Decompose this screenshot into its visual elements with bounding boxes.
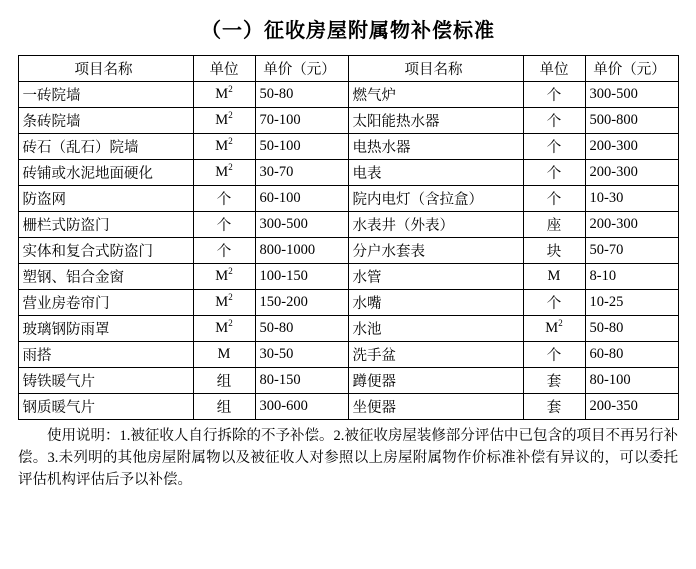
cell-item-name-left: 砖石（乱石）院墙 [18,134,193,160]
cell-unit-right: 个 [523,134,585,160]
unit-exponent: 2 [228,318,233,329]
cell-item-name-left: 雨搭 [18,342,193,368]
unit-exponent: 2 [228,110,233,121]
cell-item-name-left: 栅栏式防盗门 [18,212,193,238]
cell-price-left: 30-70 [255,160,348,186]
cell-unit-right: 个 [523,342,585,368]
cell-item-name-right: 燃气炉 [348,82,523,108]
usage-notes-text: 使用说明：1.被征收人自行拆除的不予补偿。2.被征收房屋装修部分评估中已包含的项目不再另行补偿。3.未列明的其他房屋附属物以及被征收人对参照以上房屋附属物作价标准补偿有异议的，可以委托评估机构评估后予以补偿。 [18,428,678,488]
column-header-name-right: 项目名称 [348,56,523,82]
compensation-table [18,55,679,420]
table-row [18,212,678,238]
cell-item-name-right: 院内电灯（含拉盒） [348,186,523,212]
cell-price-right: 80-100 [585,368,678,394]
cell-price-left: 30-50 [255,342,348,368]
table-row [18,160,678,186]
column-header-unit-right: 单位 [523,56,585,82]
unit-exponent: 2 [558,318,563,329]
column-header-name-left: 项目名称 [18,56,193,82]
cell-unit-left: $M^2$ [193,160,255,186]
cell-unit-left: M [193,342,255,368]
cell-price-left: 70-100 [255,108,348,134]
cell-item-name-right: 水池 [348,316,523,342]
cell-price-right: 8-10 [585,264,678,290]
column-header-price-right: 单价（元） [585,56,678,82]
cell-unit-right: 个 [523,82,585,108]
cell-price-left: 300-500 [255,212,348,238]
cell-item-name-right: 水管 [348,264,523,290]
cell-price-left: 50-80 [255,82,348,108]
cell-price-right: 200-300 [585,134,678,160]
cell-unit-left: 个 [193,186,255,212]
cell-item-name-left: 营业房卷帘门 [18,290,193,316]
cell-unit-left: $M^2$ [193,134,255,160]
cell-item-name-left: 玻璃钢防雨罩 [18,316,193,342]
cell-unit-left: 组 [193,368,255,394]
cell-item-name-right: 蹲便器 [348,368,523,394]
unit-exponent: 2 [228,136,233,147]
cell-item-name-left: 防盗网 [18,186,193,212]
cell-item-name-left: 铸铁暖气片 [18,368,193,394]
cell-item-name-right: 洗手盆 [348,342,523,368]
cell-price-left: 150-200 [255,290,348,316]
cell-price-right: 500-800 [585,108,678,134]
cell-item-name-left: 一砖院墙 [18,82,193,108]
cell-unit-left: $M^2$ [193,108,255,134]
unit-exponent: 2 [228,292,233,303]
cell-item-name-right: 太阳能热水器 [348,108,523,134]
table-row [18,264,678,290]
table-row [18,290,678,316]
cell-price-left: 800-1000 [255,238,348,264]
document-page [0,14,696,569]
cell-price-left: 60-100 [255,186,348,212]
cell-unit-right: 块 [523,238,585,264]
unit-exponent: 2 [228,266,233,277]
page-title: （一）征收房屋附属物补偿标准 [201,20,495,42]
column-header-unit-left: 单位 [193,56,255,82]
cell-price-right: 200-300 [585,212,678,238]
usage-notes [18,420,678,491]
cell-unit-left: $M^2$ [193,264,255,290]
cell-item-name-right: 分户水套表 [348,238,523,264]
cell-unit-left: $M^2$ [193,82,255,108]
cell-price-right: 10-30 [585,186,678,212]
cell-price-right: 300-500 [585,82,678,108]
cell-unit-left: $M^2$ [193,290,255,316]
table-row [18,342,678,368]
cell-unit-right: 套 [523,394,585,420]
cell-price-right: 50-70 [585,238,678,264]
cell-unit-left: 个 [193,212,255,238]
cell-item-name-left: 砖铺或水泥地面硬化 [18,160,193,186]
cell-unit-right: M [523,264,585,290]
cell-item-name-left: 条砖院墙 [18,108,193,134]
table-body [18,56,678,420]
table-row [18,82,678,108]
cell-unit-right: 个 [523,160,585,186]
cell-item-name-right: 水嘴 [348,290,523,316]
cell-item-name-right: 坐便器 [348,394,523,420]
cell-item-name-right: 水表井（外表） [348,212,523,238]
cell-price-right: 50-80 [585,316,678,342]
table-row [18,394,678,420]
cell-unit-left: 个 [193,238,255,264]
table-header-row [18,56,678,82]
cell-price-left: 100-150 [255,264,348,290]
table-row [18,316,678,342]
unit-exponent: 2 [228,84,233,95]
cell-price-left: 80-150 [255,368,348,394]
cell-item-name-right: 电热水器 [348,134,523,160]
cell-unit-right: 套 [523,368,585,394]
cell-item-name-right: 电表 [348,160,523,186]
cell-unit-left: $M^2$ [193,316,255,342]
column-header-price-left: 单价（元） [255,56,348,82]
cell-price-left: 300-600 [255,394,348,420]
table-row [18,186,678,212]
cell-item-name-left: 钢质暖气片 [18,394,193,420]
cell-price-right: 10-25 [585,290,678,316]
cell-price-right: 60-80 [585,342,678,368]
cell-price-left: 50-80 [255,316,348,342]
table-row [18,108,678,134]
cell-unit-right: 座 [523,212,585,238]
cell-price-left: 50-100 [255,134,348,160]
cell-unit-left: 组 [193,394,255,420]
table-row [18,134,678,160]
cell-item-name-left: 塑钢、铝合金窗 [18,264,193,290]
cell-unit-right: 个 [523,186,585,212]
cell-item-name-left: 实体和复合式防盗门 [18,238,193,264]
unit-exponent: 2 [228,162,233,173]
cell-unit-right: 个 [523,290,585,316]
cell-unit-right: 个 [523,108,585,134]
cell-price-right: 200-300 [585,160,678,186]
cell-unit-right: $M^2$ [523,316,585,342]
table-row [18,368,678,394]
table-row [18,238,678,264]
cell-price-right: 200-350 [585,394,678,420]
